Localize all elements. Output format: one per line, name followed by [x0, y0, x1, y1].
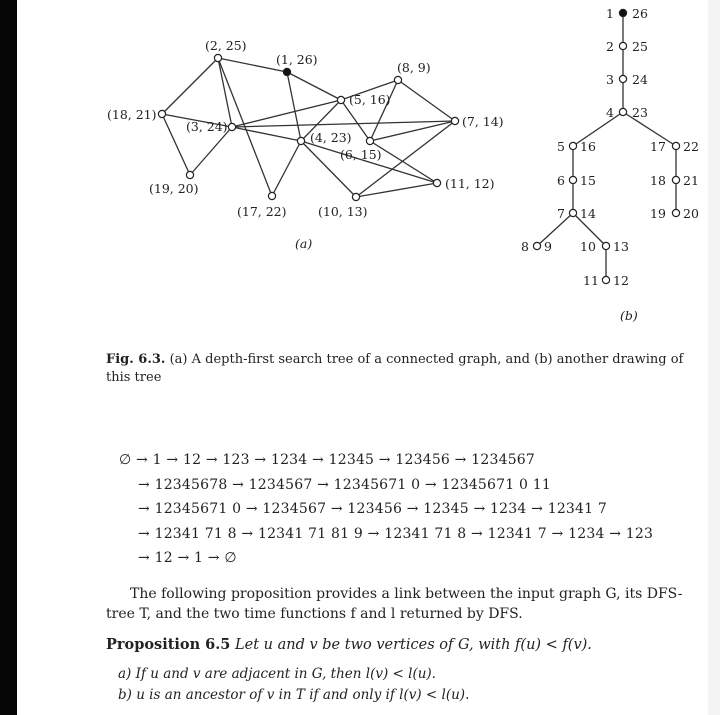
- tree-node: [672, 209, 679, 216]
- figure-caption: [106, 351, 698, 387]
- node-label-17-22: (17, 22): [237, 204, 287, 219]
- panel-label-b: (b): [620, 308, 638, 323]
- tree-node: [619, 42, 626, 49]
- tree-left-19: 19: [650, 206, 666, 221]
- node-label-11-12: (11, 12): [445, 176, 495, 191]
- tree-right-15: 15: [580, 173, 596, 188]
- caption-text: (a) A depth-first search tree of a connected graph, and (b) another drawing of this tree: [106, 352, 684, 385]
- tree-right-12: 12: [613, 273, 629, 288]
- proposition-heading: [106, 636, 592, 653]
- graph-edge: [190, 127, 232, 175]
- graph-edge: [272, 141, 301, 196]
- proposition-statement: Let u and v be two vertices of G, with f(u) < f(v).: [230, 637, 592, 653]
- graph-edge: [287, 72, 341, 100]
- graph-node: [433, 179, 440, 186]
- graph-node: [366, 137, 373, 144]
- graph-node: [268, 192, 275, 199]
- graph-edge: [370, 80, 398, 141]
- tree-right-20: 20: [683, 206, 699, 221]
- node-label-2-25: (2, 25): [205, 38, 247, 53]
- panel-label-a: (a): [295, 236, 313, 251]
- caption-label: Fig. 6.3.: [106, 352, 166, 367]
- tree-node: [602, 276, 609, 283]
- tree-right-13: 13: [613, 239, 629, 254]
- graph-edge: [232, 100, 341, 127]
- tree-right-26: 26: [632, 6, 648, 21]
- graph-edge: [287, 72, 301, 141]
- node-label-1-26: (1, 26): [276, 52, 318, 67]
- tree-left-10: 10: [580, 239, 596, 254]
- tree-node: [569, 209, 576, 216]
- graph-edge: [232, 121, 455, 127]
- tree-right-16: 16: [580, 139, 596, 154]
- tree-node: [619, 108, 626, 115]
- graph-node: [186, 171, 193, 178]
- node-label-4-23: (4, 23): [310, 130, 352, 145]
- proposition-item-a: a) If u and v are adjacent in G, then l(v) < l(u).: [118, 666, 436, 682]
- tree-node: [672, 176, 679, 183]
- tree-right-23: 23: [632, 105, 648, 120]
- sequence-line-5: → 12 → 1 → ∅: [138, 550, 237, 566]
- tree-right-14: 14: [580, 206, 596, 221]
- node-label-18-21: (18, 21): [107, 107, 157, 122]
- tree-node: [569, 142, 576, 149]
- tree-node: [619, 75, 626, 82]
- tree-left-4: 4: [606, 105, 614, 120]
- node-label-10-13: (10, 13): [318, 204, 368, 219]
- tree-left-18: 18: [650, 173, 666, 188]
- node-label-8-9: (8, 9): [397, 60, 431, 75]
- tree-right-21: 21: [683, 173, 699, 188]
- node-label-3-24: (3, 24): [186, 119, 228, 134]
- proposition-label: Proposition 6.5: [106, 636, 231, 653]
- tree-right-9: 9: [544, 239, 552, 254]
- tree-right-24: 24: [632, 72, 648, 87]
- graph-node: [214, 54, 221, 61]
- tree-left-6: 6: [557, 173, 565, 188]
- graph-node: [297, 137, 304, 144]
- graph-node: [228, 123, 235, 130]
- tree-left-7: 7: [557, 206, 565, 221]
- graph-edge: [356, 183, 437, 197]
- node-label-5-16: (5, 16): [349, 92, 391, 107]
- tree-left-1: 1: [606, 6, 614, 21]
- tree-node: [569, 176, 576, 183]
- graph-node: [283, 68, 290, 75]
- graph-edge: [162, 58, 218, 114]
- graph-edge: [232, 127, 301, 141]
- tree-right-22: 22: [683, 139, 699, 154]
- graph-node: [158, 110, 165, 117]
- tree-left-3: 3: [606, 72, 614, 87]
- sequence-line-2: → 12345678 → 1234567 → 12345671 0 → 12345671 0 11: [138, 477, 551, 493]
- graph-node: [451, 117, 458, 124]
- proposition-item-b: b) u is an ancestor of v in T if and only if l(v) < l(u).: [118, 687, 470, 703]
- sequence-line-3: → 12345671 0 → 1234567 → 123456 → 12345 → 1234 → 12341 7: [138, 501, 608, 517]
- sequence-line-1: ∅ → 1 → 12 → 123 → 1234 → 12345 → 123456 → 1234567: [119, 452, 536, 468]
- graph-edge: [218, 58, 232, 127]
- graph-node: [352, 193, 359, 200]
- node-label-6-15: (6, 15): [340, 147, 382, 162]
- tree-node: [602, 242, 609, 249]
- tree-right-25: 25: [632, 39, 648, 54]
- tree-left-8: 8: [521, 239, 529, 254]
- tree-node: [619, 9, 626, 16]
- graph-node: [394, 76, 401, 83]
- node-label-7-14: (7, 14): [462, 114, 504, 129]
- tree-left-11: 11: [583, 273, 599, 288]
- tree-left-5: 5: [557, 139, 565, 154]
- tree-node: [533, 242, 540, 249]
- graph-edge: [398, 80, 455, 121]
- tree-node: [672, 142, 679, 149]
- tree-left-2: 2: [606, 39, 614, 54]
- node-label-19-20: (19, 20): [149, 181, 199, 196]
- graph-node: [337, 96, 344, 103]
- tree-edge: [537, 213, 573, 246]
- body-paragraph: The following proposition provides a link between the input graph G, its DFS-tree T, and the two time functions f and l returned by DFS.: [106, 586, 683, 622]
- sequence-line-4: → 12341 71 8 → 12341 71 81 9 → 12341 71 8 → 12341 7 → 1234 → 123: [138, 526, 654, 542]
- tree-left-17: 17: [650, 139, 666, 154]
